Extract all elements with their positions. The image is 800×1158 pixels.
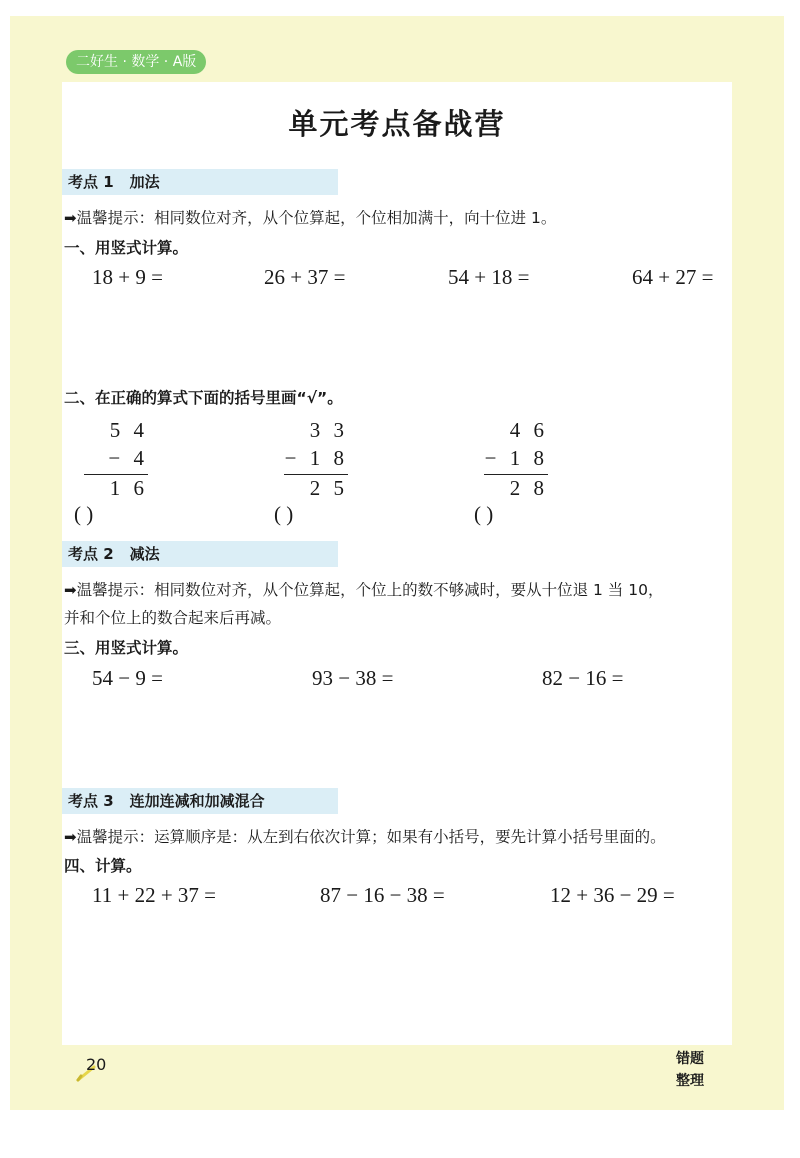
section-topic: 减法	[129, 545, 160, 563]
worksheet-paper	[62, 82, 732, 1045]
question-title-4: 四、计算。	[64, 857, 142, 875]
errata-label	[676, 1048, 716, 1092]
section-topic: 连加连减和加减混合	[129, 792, 265, 810]
tip-2-line2: 并和个位上的数合起来后再减。	[64, 609, 282, 627]
tip-text: 温馨提示：相同数位对齐，从个位算起，个位上的数不够减时，要从十位退 1 当 10，	[76, 581, 664, 599]
section-label: 考点 2	[68, 545, 114, 563]
expression: 26 + 37 =	[264, 265, 346, 289]
section-header-3	[62, 788, 338, 814]
expression: 93 − 38 =	[312, 666, 394, 690]
section-label: 考点 1	[68, 173, 114, 191]
expression: 87 − 16 − 38 =	[320, 883, 445, 907]
arrow-right-icon: ➡	[64, 828, 77, 846]
vertical-top: 4 6	[509, 418, 548, 442]
tip-3	[64, 825, 666, 847]
series-badge: 二好生 · 数学 · A版	[66, 50, 206, 74]
expression: 54 − 9 =	[92, 666, 163, 690]
answer-parens[interactable]: ( )	[474, 502, 494, 526]
expression: 18 + 9 =	[92, 265, 163, 289]
errata-line: 错题	[676, 1051, 704, 1067]
vertical-top: 5 4	[109, 418, 148, 442]
expression: 64 + 27 =	[632, 265, 714, 289]
expression: 82 − 16 =	[542, 666, 624, 690]
page-title: 单元考点备战营	[288, 107, 506, 141]
answer-parens[interactable]: ( )	[274, 502, 294, 526]
vertical-result: 2 5	[309, 476, 348, 500]
answer-parens[interactable]: ( )	[74, 502, 94, 526]
tip-text: 温馨提示：运算顺序是：从左到右依次计算；如果有小括号，要先计算小括号里面的。	[76, 828, 666, 846]
vertical-line	[484, 474, 548, 475]
vertical-operand: − 4	[108, 446, 148, 470]
tip-2	[64, 578, 663, 600]
vertical-line	[284, 474, 348, 475]
section-header-1	[62, 169, 338, 195]
arrow-right-icon: ➡	[64, 581, 77, 599]
tip-1	[64, 206, 556, 228]
tip-text: 温馨提示：相同数位对齐，从个位算起，个位相加满十，向十位进 1。	[76, 209, 557, 227]
question-title-2: 二、在正确的算式下面的括号里画“√”。	[64, 389, 343, 407]
section-topic: 加法	[129, 173, 160, 191]
vertical-operand: − 1 8	[484, 446, 548, 470]
vertical-operand: − 1 8	[284, 446, 348, 470]
vertical-result: 2 8	[509, 476, 548, 500]
vertical-result: 1 6	[109, 476, 148, 500]
arrow-right-icon: ➡	[64, 209, 77, 227]
errata-line: 整理	[676, 1073, 704, 1089]
vertical-line	[84, 474, 148, 475]
expression: 54 + 18 =	[448, 265, 530, 289]
section-header-2	[62, 541, 338, 567]
vertical-top: 3 3	[309, 418, 348, 442]
expression: 12 + 36 − 29 =	[550, 883, 675, 907]
question-title-3: 三、用竖式计算。	[64, 639, 189, 657]
section-label: 考点 3	[68, 792, 114, 810]
page-number: 20	[86, 1055, 107, 1074]
expression: 11 + 22 + 37 =	[92, 883, 217, 907]
question-title-1: 一、用竖式计算。	[64, 239, 189, 257]
